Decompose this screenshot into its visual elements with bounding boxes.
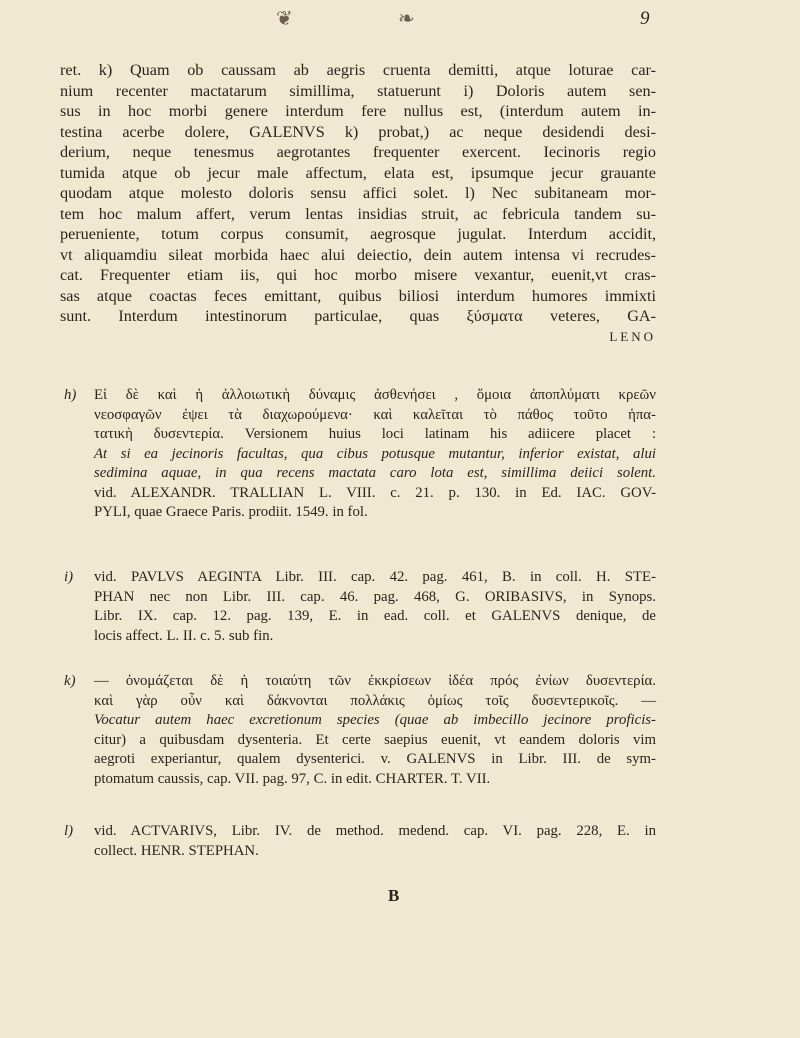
footnote-line: Εἰ δὲ καὶ ἡ ἀλλοιωτικὴ δύναμις ἀσθενήσει , ὅμοια ἀποπλύματι κρεῶν (94, 387, 656, 403)
footnote-line: aegroti experiantur, qualem dysenterici. v. GALENVS in Libr. III. de sym- (94, 751, 656, 767)
footnote-h (64, 386, 656, 523)
main-text-last-line: LENO (609, 328, 656, 344)
footnote-line: Vocatur autem haec excretionum species (quae ab imbecillo jecinore proficis- (94, 712, 656, 728)
footnote-line: locis affect. L. II. c. 5. sub fin. (94, 627, 274, 644)
main-text-line: cat. Frequenter etiam iis, qui hoc morbo misere vexantur, euenit,vt cras- (60, 266, 656, 284)
main-text-line: vt aliquamdiu sileat morbida haec alui deiectio, dein autem intensa vi recrudes- (60, 245, 656, 264)
main-text-line: derium, neque tenesmus aegrotantes frequenter exercent. Iecinoris regio (60, 143, 656, 161)
footnote-line: sedimina aquae, in qua recens mactata caro lota est, simillima deiici solent. (94, 465, 656, 481)
main-text-block (60, 60, 656, 347)
footnote-line: — ὀνομάζεται δὲ ἡ τοιαύτη τῶν ἐκκρίσεων ἰδέα πρός ἐνίων δυσεντερία. (94, 673, 656, 689)
footnote-k (64, 672, 656, 789)
footnote-i (64, 568, 656, 646)
footnote-line: ptomatum caussis, cap. VII. pag. 97, C. in edit. CHARTER. T. VII. (94, 770, 491, 787)
main-text-line: quodam atque molesto doloris sensu affici solet. l) Nec subitaneam mor- (60, 184, 656, 202)
footnote-line: vid. ALEXANDR. TRALLIAN L. VIII. c. 21. p. 130. in Ed. IAC. GOV- (94, 484, 656, 501)
footnote-line: vid. ACTVARIVS, Libr. IV. de method. medend. cap. VI. pag. 228, E. in (94, 823, 656, 839)
footnote-line: PYLI, quae Graece Paris. prodiit. 1549. in fol. (94, 504, 368, 520)
printer-ornament-right: ❧ (398, 8, 415, 30)
catchword: B (388, 886, 400, 905)
footnote-line: τατικὴ δυσεντερία. Versionem huius loci latinam his adiicere placet : (94, 426, 656, 442)
main-text-line: ret. k) Quam ob caussam ab aegris cruenta demitti, atque loturae car- (60, 61, 656, 79)
page-number: 9 (640, 8, 650, 29)
main-text-line: nium recenter mactatarum simillima, statuerunt i) Doloris autem sen- (60, 81, 656, 100)
footnote-line: Libr. IX. cap. 12. pag. 139, E. in ead. coll. et GALENVS denique, de (94, 608, 656, 624)
main-text-line: tumida atque ob jecur male affectum, elata est, ipsumque jecur grauante (60, 163, 656, 182)
main-text-line: sunt. Interdum intestinorum particulae, quas ξύσματα veteres, GA- (60, 307, 656, 325)
footnote-mark: h) (64, 387, 77, 403)
footnote-line: collect. HENR. STEPHAN. (94, 842, 259, 859)
footnote-mark: l) (64, 823, 74, 839)
footnote-line: νεοσφαγῶν ἐψει τὰ διαχωρούμενα· καὶ καλεῖται τὸ πάθος τοῦτο ἡπα- (94, 406, 656, 423)
main-text-line: testina acerbe dolere, GALENVS k) probat,) ac neque desidendi desi- (60, 122, 656, 141)
footnote-l (64, 822, 656, 861)
footnote-line: καὶ γὰρ οὖν καὶ δάκνονται πολλάκις ὁμίως τοῖς δυσεντερικοῖς. — (94, 692, 656, 709)
main-text-line: sus in hoc morbi genere interdum fere nullus est, (interdum autem in- (60, 102, 656, 120)
footnote-line: citur) a quibusdam dysenteria. Et certe saepius euenit, vt eandem doloris vim (94, 731, 656, 748)
main-text-line: sas atque coactas feces emittant, quibus biliosi interdum humores immixti (60, 286, 656, 305)
footnote-mark: k) (64, 673, 76, 689)
printer-ornament-left: ❦ (276, 8, 293, 30)
footnote-line: At si ea jecinoris facultas, qua cibus potusque mutantur, inferior existat, alui (94, 445, 656, 462)
main-text-line: perueniente, totum corpus consumit, aegrosque jugulat. Interdum accidit, (60, 225, 656, 243)
footnote-mark: i) (64, 569, 74, 585)
main-text-line: tem hoc malum affert, verum lentas insidias struit, ac febricula tandem su- (60, 204, 656, 223)
footnote-line: PHAN nec non Libr. III. cap. 46. pag. 468, G. ORIBASIVS, in Synops. (94, 588, 656, 605)
footnote-line: vid. PAVLVS AEGINTA Libr. III. cap. 42. pag. 461, B. in coll. H. STE- (94, 569, 656, 585)
